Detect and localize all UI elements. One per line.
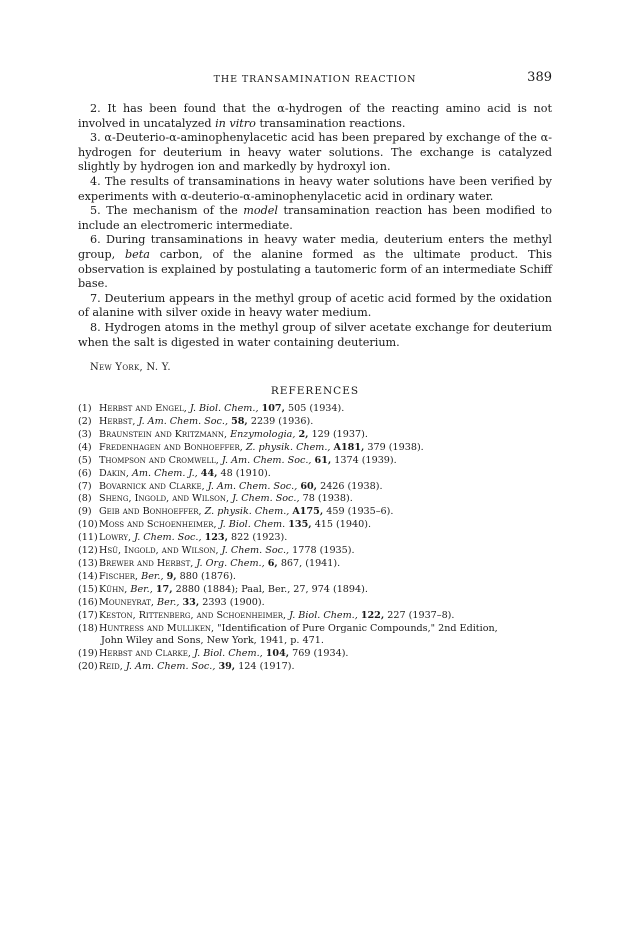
reference-number: (5) bbox=[78, 454, 92, 466]
conclusion-item: 2. It has been found that the α-hydrogen of the reacting amino acid is not involved in uncatalyzed in vitro transamination reactions. bbox=[78, 102, 552, 130]
reference-journal: J. Chem. Soc., bbox=[134, 532, 202, 544]
reference-text bbox=[99, 623, 552, 636]
reference-pages: 822 (1923). bbox=[231, 532, 288, 544]
reference-volume: 17, bbox=[155, 583, 173, 595]
reference-number: (12) bbox=[78, 545, 98, 557]
reference-text bbox=[99, 584, 552, 597]
reference-pages: 129 (1937). bbox=[311, 428, 368, 440]
reference-text bbox=[99, 661, 552, 674]
references-list bbox=[78, 403, 552, 674]
reference-authors: Braunstein and Kritzmann, bbox=[99, 428, 228, 440]
reference-authors: Herbst, bbox=[99, 416, 136, 427]
reference-journal: J. Org. Chem., bbox=[196, 557, 265, 569]
reference-text bbox=[99, 506, 552, 519]
conclusion-item: 8. Hydrogen atoms in the methyl group of silver acetate exchange for deuterium when the salt is digested in water containing deuterium. bbox=[78, 320, 552, 349]
reference-number: (19) bbox=[78, 648, 98, 660]
reference-pages: 48 (1910). bbox=[220, 467, 271, 479]
reference-item bbox=[78, 532, 552, 545]
reference-authors: Fredenhagen and Bonhoeffer, bbox=[99, 441, 243, 453]
reference-volume: 104, bbox=[265, 648, 290, 660]
reference-item bbox=[78, 545, 552, 558]
reference-journal: Am. Chem. J., bbox=[131, 467, 198, 479]
conclusion-item: 7. Deuterium appears in the methyl group of acetic acid formed by the oxidation of alanine with silver oxide in heavy water medium. bbox=[78, 291, 552, 320]
reference-number: (10) bbox=[78, 519, 98, 531]
page-header bbox=[78, 70, 552, 88]
reference-pages: 505 (1934). bbox=[288, 403, 345, 415]
reference-journal: J. Biol. Chem. bbox=[219, 519, 286, 531]
reference-number: (6) bbox=[78, 467, 92, 479]
reference-volume: 122, bbox=[360, 609, 385, 621]
reference-text bbox=[99, 481, 552, 494]
reference-journal: Z. physik. Chem., bbox=[204, 506, 290, 518]
reference-text bbox=[99, 493, 552, 506]
reference-number: (17) bbox=[78, 609, 98, 621]
reference-authors: Herbst and Engel, bbox=[99, 403, 187, 415]
reference-pages: "Identification of Pure Organic Compounds," 2nd Edition, bbox=[217, 622, 498, 634]
reference-item bbox=[78, 481, 552, 494]
conclusion-item: 6. During transaminations in heavy water media, deuterium enters the methyl group, beta carbon, of the alanine formed as the ultimate product. This observation is explained by postulating a tautomeric form of an intermediate Schiff base. bbox=[78, 233, 552, 291]
reference-item bbox=[78, 429, 552, 442]
conclusion-item: 4. The results of transaminations in heavy water solutions have been verified by experiments with α-deuterio-α-aminophenylacetic acid in ordinary water. bbox=[78, 174, 552, 203]
reference-journal: J. Am. Chem. Soc., bbox=[221, 454, 312, 466]
conclusion-item: 3. α-Deuterio-α-aminophenylacetic acid has been prepared by exchange of the α-hydrogen for deuterium in heavy water solutions. The exchange is catalyzed slightly by hydrogen ion and markedly by hydroxyl ion. bbox=[78, 131, 552, 174]
reference-item bbox=[78, 468, 552, 481]
reference-item bbox=[78, 661, 552, 674]
reference-journal: J. Biol. Chem., bbox=[194, 648, 263, 660]
reference-volume: 2, bbox=[298, 428, 309, 440]
reference-pages: 1778 (1935). bbox=[292, 545, 355, 557]
reference-volume: 135, bbox=[288, 519, 312, 531]
reference-text bbox=[99, 597, 552, 610]
reference-journal: J. Am. Chem. Soc., bbox=[207, 480, 298, 492]
reference-text bbox=[99, 416, 552, 429]
page bbox=[78, 70, 552, 674]
reference-authors: Herbst and Clarke, bbox=[99, 648, 191, 660]
reference-authors: Fischer, bbox=[99, 570, 139, 582]
reference-authors: Geib and Bonhoeffer, bbox=[99, 506, 202, 518]
reference-number: (20) bbox=[78, 661, 98, 673]
reference-journal: Ber., bbox=[157, 596, 180, 608]
running-head: THE TRANSAMINATION REACTION bbox=[213, 74, 417, 85]
reference-number: (14) bbox=[78, 570, 98, 582]
reference-authors: Bovarnick and Clarke, bbox=[99, 480, 205, 492]
reference-volume: 39, bbox=[218, 661, 236, 673]
reference-volume: 61, bbox=[314, 454, 332, 466]
reference-text bbox=[99, 532, 552, 545]
reference-text bbox=[99, 648, 552, 661]
reference-item bbox=[78, 648, 552, 661]
reference-authors: Lowry, bbox=[99, 532, 132, 544]
reference-authors: Thompson and Cromwell, bbox=[99, 454, 219, 466]
reference-number: (15) bbox=[78, 583, 98, 595]
reference-pages: 227 (1937–8). bbox=[387, 609, 455, 621]
reference-number: (4) bbox=[78, 441, 92, 453]
reference-pages: 867, (1941). bbox=[280, 557, 341, 569]
reference-journal: J. Am. Chem. Soc., bbox=[125, 661, 216, 673]
reference-number: (7) bbox=[78, 480, 92, 492]
reference-item bbox=[78, 442, 552, 455]
reference-number: (2) bbox=[78, 416, 92, 427]
reference-text bbox=[99, 610, 552, 623]
reference-volume: 9, bbox=[166, 570, 177, 582]
reference-text bbox=[99, 403, 552, 416]
reference-authors: Keston, Rittenberg, and Schoenheimer, bbox=[99, 609, 287, 621]
reference-pages: 2880 (1884); Paal, Ber., 27, 974 (1894). bbox=[175, 583, 368, 595]
reference-volume: 107, bbox=[261, 403, 285, 415]
reference-item bbox=[78, 506, 552, 519]
reference-journal: J. Am. Chem. Soc., bbox=[138, 416, 229, 427]
reference-volume: 123, bbox=[204, 532, 228, 544]
reference-authors: Hsü, Ingold, and Wilson, bbox=[99, 545, 219, 557]
reference-number: (1) bbox=[78, 403, 92, 415]
reference-text bbox=[99, 468, 552, 481]
reference-authors: Moss and Schoenheimer, bbox=[99, 519, 217, 531]
reference-volume: 33, bbox=[182, 596, 200, 608]
reference-pages: 78 (1938). bbox=[302, 493, 353, 505]
reference-pages: 880 (1876). bbox=[179, 570, 236, 582]
reference-authors: Huntress and Mulliken, bbox=[99, 622, 215, 634]
reference-authors: Mouneyrat, bbox=[99, 596, 154, 608]
reference-authors: Sheng, Ingold, and Wilson, bbox=[99, 493, 230, 505]
reference-pages: 2393 (1900). bbox=[202, 596, 265, 608]
reference-pages: 769 (1934). bbox=[292, 648, 349, 660]
reference-journal: Ber., bbox=[141, 570, 164, 582]
reference-item bbox=[78, 403, 552, 416]
conclusion-item: 5. The mechanism of the model transamination reaction has been modified to include an electromeric intermediate. bbox=[78, 204, 552, 232]
reference-number: (11) bbox=[78, 532, 98, 544]
reference-item bbox=[78, 519, 552, 532]
reference-item bbox=[78, 584, 552, 597]
reference-volume: 44, bbox=[200, 467, 218, 479]
reference-authors: Reid, bbox=[99, 661, 123, 673]
reference-number: (9) bbox=[78, 506, 92, 518]
reference-item bbox=[78, 416, 552, 429]
reference-journal: J. Biol. Chem., bbox=[289, 609, 358, 621]
page-number: 389 bbox=[527, 70, 552, 85]
reference-journal: Z. physik. Chem., bbox=[245, 441, 331, 453]
reference-pages: 415 (1940). bbox=[314, 519, 371, 531]
reference-journal: J. Chem. Soc., bbox=[221, 545, 290, 557]
reference-pages: 459 (1935–6). bbox=[326, 506, 394, 518]
reference-number: (8) bbox=[78, 493, 92, 505]
reference-text bbox=[99, 545, 552, 558]
reference-item bbox=[78, 571, 552, 584]
reference-number: (13) bbox=[78, 557, 98, 569]
reference-text bbox=[99, 571, 552, 584]
reference-volume: 60, bbox=[300, 480, 318, 492]
reference-item bbox=[78, 558, 552, 571]
reference-volume: 58, bbox=[231, 416, 248, 427]
reference-continuation: John Wiley and Sons, New York, 1941, p. 471. bbox=[101, 635, 324, 647]
reference-authors: Brewer and Herbst, bbox=[99, 557, 194, 569]
conclusions-list bbox=[78, 102, 552, 350]
reference-item bbox=[78, 623, 552, 649]
reference-number: (16) bbox=[78, 596, 98, 608]
reference-journal: J. Biol. Chem., bbox=[189, 403, 259, 415]
reference-item bbox=[78, 455, 552, 468]
reference-text bbox=[99, 558, 552, 571]
reference-pages: 379 (1938). bbox=[367, 441, 424, 453]
reference-item bbox=[78, 597, 552, 610]
reference-authors: Dakin, bbox=[99, 467, 129, 479]
reference-journal: J. Chem. Soc., bbox=[232, 493, 300, 505]
reference-authors: Kühn, bbox=[99, 583, 128, 595]
reference-text bbox=[99, 455, 552, 468]
reference-text bbox=[99, 429, 552, 442]
reference-number: (3) bbox=[78, 428, 92, 440]
reference-text bbox=[99, 519, 552, 532]
reference-pages: 124 (1917). bbox=[238, 661, 295, 673]
reference-item bbox=[78, 493, 552, 506]
reference-volume: A175, bbox=[292, 506, 324, 518]
reference-item bbox=[78, 610, 552, 623]
reference-pages: 2426 (1938). bbox=[320, 480, 383, 492]
reference-journal: Ber., bbox=[130, 583, 153, 595]
references-heading: REFERENCES bbox=[270, 385, 360, 398]
reference-pages: 1374 (1939). bbox=[334, 454, 397, 466]
affiliation: New York, N. Y. bbox=[90, 362, 171, 374]
reference-pages: 2239 (1936). bbox=[250, 416, 314, 427]
reference-journal: Enzymologia, bbox=[230, 428, 296, 440]
reference-volume: 6, bbox=[267, 557, 278, 569]
reference-number: (18) bbox=[78, 622, 98, 634]
reference-volume: A181, bbox=[333, 441, 365, 453]
reference-text bbox=[99, 442, 552, 455]
